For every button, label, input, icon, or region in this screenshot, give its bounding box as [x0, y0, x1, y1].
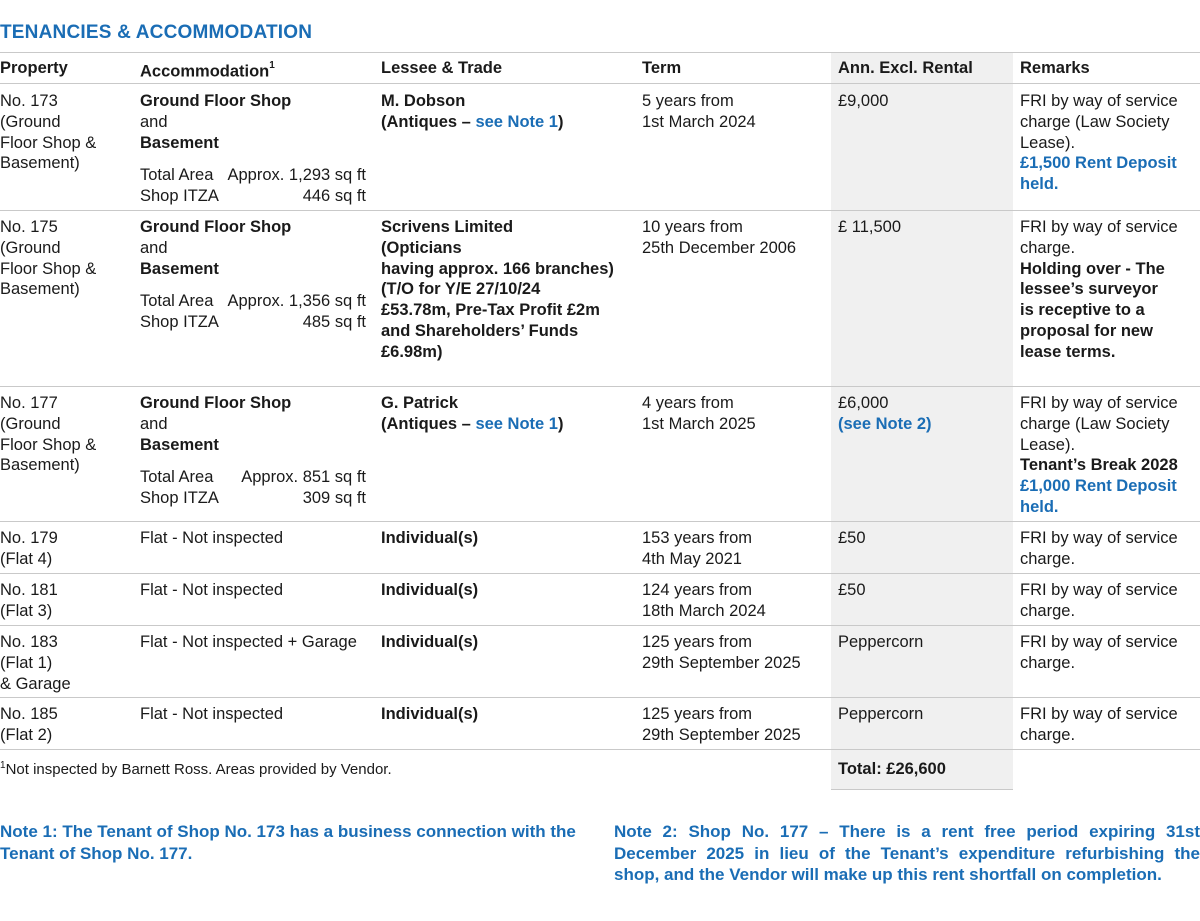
table-header: [0, 57, 1200, 84]
property-cell: No. 173 (Ground Floor Shop & Basement): [0, 92, 97, 173]
rental-cell: £50: [838, 529, 866, 547]
remarks-cell: FRI by way of service charge.: [1020, 529, 1178, 568]
note-2-link[interactable]: (see Note 2): [838, 414, 932, 433]
accommodation-cell: Ground Floor Shop and Basement Total Area Approx. 1,356 sq ft Shop ITZA 485 sq ft: [140, 218, 366, 332]
rental-cell: £6,000 (see Note 2): [838, 394, 932, 433]
property-cell: No. 179 (Flat 4): [0, 529, 58, 568]
rental-cell: £ 11,500: [838, 218, 902, 236]
total-rule: [831, 789, 1013, 790]
term-cell: 5 years from 1st March 2024: [642, 92, 756, 131]
term-cell: 4 years from 1st March 2025: [642, 394, 756, 433]
property-cell: No. 181 (Flat 3): [0, 581, 58, 620]
rental-cell: Peppercorn: [838, 633, 924, 651]
note-1: Note 1: The Tenant of Shop No. 173 has a business connection with the Tenant of Shop No. 177.: [0, 822, 576, 863]
remarks-cell: FRI by way of service charge (Law Society Lease). Tenant’s Break 2028 £1,000 Rent Deposit held.: [1020, 394, 1178, 516]
table-row: [0, 85, 1200, 211]
term-cell: 124 years from 18th March 2024: [642, 581, 766, 620]
rental-total: Total: £26,600: [838, 760, 946, 778]
property-cell: No. 183 (Flat 1) & Garage: [0, 633, 71, 693]
note-2: Note 2: Shop No. 177 – There is a rent free period expiring 31st December 2025 in lieu of the Tenant’s expenditure refurbishing the shop, and the Vendor will make up this rent shortfall on completion.: [614, 822, 1200, 884]
lessee-cell: Scrivens Limited (Opticians having approx. 166 branches) (T/O for Y/E 27/10/24 £53.78m, Pre-Tax Profit £2m and Shareholders’ Funds £6.98m): [381, 218, 614, 361]
term-cell: 125 years from 29th September 2025: [642, 705, 801, 744]
rental-cell: Peppercorn: [838, 705, 924, 723]
accommodation-cell: Ground Floor Shop and Basement Total Area Approx. 1,293 sq ft Shop ITZA 446 sq ft: [140, 92, 366, 206]
term-cell: 125 years from 29th September 2025: [642, 633, 801, 672]
property-cell: No. 175 (Ground Floor Shop & Basement): [0, 218, 97, 299]
accommodation-cell: Ground Floor Shop and Basement Total Area Approx. 851 sq ft Shop ITZA 309 sq ft: [140, 394, 366, 508]
rental-cell: £9,000: [838, 92, 889, 110]
lessee-cell: M. Dobson (Antiques – see Note 1): [381, 92, 564, 131]
remarks-cell: FRI by way of service charge. Holding over - The lessee’s surveyor is receptive to a proposal for new lease terms.: [1020, 218, 1178, 361]
remarks-cell: FRI by way of service charge.: [1020, 581, 1178, 620]
table-row: [0, 698, 1200, 750]
accommodation-cell: Flat - Not inspected + Garage: [140, 633, 357, 651]
rental-cell: £50: [838, 581, 866, 599]
lessee-cell: Individual(s): [381, 581, 479, 599]
accommodation-cell: Flat - Not inspected: [140, 705, 284, 723]
title-rule: [0, 52, 1200, 53]
accommodation-cell: Flat - Not inspected: [140, 581, 284, 599]
term-cell: 10 years from 25th December 2006: [642, 218, 797, 257]
lessee-cell: G. Patrick (Antiques – see Note 1): [381, 394, 564, 433]
footnote: $^1$Not inspected by Barnett Ross. Areas provided by Vendor.: [0, 760, 392, 778]
page-title: TENANCIES & ACCOMMODATION: [0, 22, 313, 43]
remarks-cell: FRI by way of service charge (Law Society Lease). £1,500 Rent Deposit held.: [1020, 92, 1178, 194]
header-lessee: Lessee & Trade: [381, 59, 503, 77]
table-row: [0, 522, 1200, 574]
lessee-cell: Individual(s): [381, 529, 479, 547]
header-accommodation: Accommodation$^1$: [140, 60, 275, 81]
header-remarks: Remarks: [1020, 59, 1090, 77]
note-1-link[interactable]: see Note 1: [475, 414, 558, 433]
table-row: [0, 574, 1200, 626]
lessee-cell: Individual(s): [381, 633, 479, 651]
property-cell: No. 185 (Flat 2): [0, 705, 58, 744]
property-cell: No. 177 (Ground Floor Shop & Basement): [0, 394, 97, 475]
lessee-cell: Individual(s): [381, 705, 479, 723]
term-cell: 153 years from 4th May 2021: [642, 529, 753, 568]
accommodation-cell: Flat - Not inspected: [140, 529, 284, 547]
remarks-cell: FRI by way of service charge.: [1020, 705, 1178, 744]
note-1-link[interactable]: see Note 1: [475, 112, 558, 131]
table-row: [0, 211, 1200, 387]
header-term: Term: [642, 59, 682, 77]
table-row: [0, 626, 1200, 698]
header-rental: Ann. Excl. Rental: [838, 59, 973, 77]
header-property: Property: [0, 59, 68, 77]
remarks-cell: FRI by way of service charge.: [1020, 633, 1178, 672]
table-row: [0, 387, 1200, 522]
